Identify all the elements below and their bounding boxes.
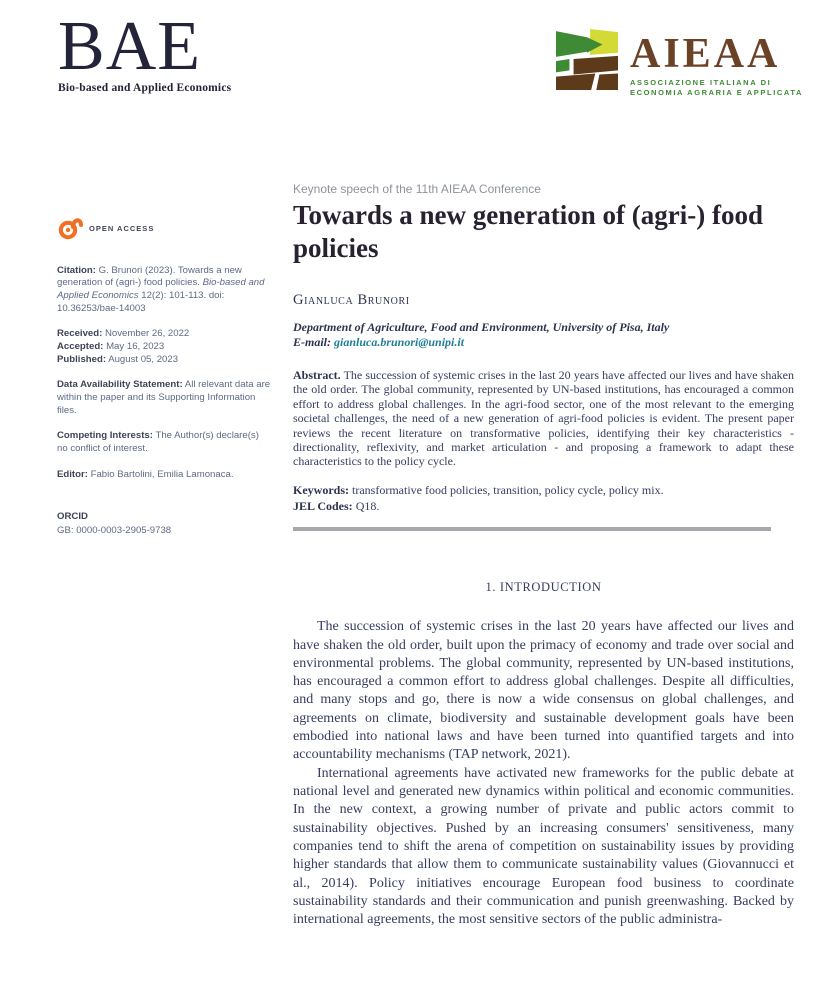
received-date: November 26, 2022 — [105, 328, 190, 340]
citation-journal: Bio-based and Applied Economics — [57, 277, 265, 301]
author-name: Gianluca Brunori — [293, 291, 410, 308]
editor-label: Editor: — [57, 468, 88, 480]
editor-block — [57, 469, 271, 482]
association-logo-text — [630, 28, 803, 97]
accepted-date: May 16, 2023 — [106, 340, 165, 352]
orcid-block — [57, 511, 271, 537]
data-availability-label: Data Availability Statement: — [57, 379, 183, 391]
received-label: Received: — [57, 328, 103, 340]
association-subtitle-line2: ECONOMIA AGRARIA E APPLICATA — [630, 87, 803, 97]
citation-block — [57, 265, 271, 316]
jel-label: JEL Codes: — [293, 498, 353, 513]
metadata-sidebar — [57, 214, 271, 538]
keywords-block — [293, 482, 794, 514]
received-row — [57, 328, 271, 341]
journal-logo — [58, 8, 232, 94]
author-email-link[interactable]: gianluca.brunori@unipi.it — [334, 335, 465, 350]
jel-row — [293, 498, 794, 514]
published-row — [57, 354, 271, 367]
intro-paragraph-1: The succession of systemic crises in the last 20 years have affected our lives and have shaken the old order, built upon the primacy of economy and trade over social and environmental problems. The global community, represented by UN-based institutions, has encouraged a common effort to address global challenges. Despite all difficulties, and many stops and go, there is now a wide consensus on global challenges, and agreements on climate, biodiversity and sustainable development goals have been embodied into national laws and have been turned into quantified targets and into accountability mechanisms (TAP network, 2021). — [293, 619, 794, 763]
journal-logo-acronym: BAE — [58, 8, 201, 85]
association-subtitle — [630, 78, 803, 98]
orcid-value: GB: 0000-0003-2905-9738 — [57, 524, 172, 536]
citation-doi: 12(2): 101-113. doi: 10.36253/bae-14003 — [57, 289, 225, 314]
published-label: Published: — [57, 353, 107, 365]
abstract-label: Abstract. — [293, 368, 341, 383]
keywords-text: transformative food policies, transition, policy cycle, policy mix. — [352, 482, 664, 497]
keywords-row — [293, 482, 794, 498]
email-label: E-mail: — [293, 335, 331, 350]
article-kicker: Keynote speech of the 11th AIEAA Conference — [293, 182, 541, 196]
author-email-line — [293, 335, 794, 351]
published-date: August 05, 2023 — [108, 353, 179, 365]
data-availability-block — [57, 379, 271, 417]
citation-text: G. Brunori (2023). Towards a new generation of (agri-) food policies. — [57, 264, 242, 289]
intro-paragraph-2: International agreements have activated new frameworks for the public debate at national level and generated new dynamics within political and economic communities. In the new context, a growing number of private and public actors commit to sustainability objectives. Pushed by an increasing consumers' sensitiveness, many companies tend to shift the arena of competition on sustainability issues by providing higher standards that allow them to communicate sustainability values (Giovannucci et al., 2014). Policy initiatives encourage European food business to coordinate sustainability standards and their communication and punish greenwashing. Backed by international agreements, the most sensitive sectors of the public administra- — [293, 765, 794, 928]
association-logo — [556, 28, 803, 97]
competing-interests-label: Competing Interests: — [57, 430, 153, 442]
keywords-label: Keywords: — [293, 482, 349, 497]
author-affiliation-block — [293, 320, 794, 351]
data-availability-text: All relevant data are within the paper and its Supporting Information files. — [57, 379, 271, 416]
open-access-icon — [57, 214, 83, 245]
section-divider — [293, 527, 771, 531]
article-main — [293, 182, 794, 930]
aieaa-fields-icon — [556, 28, 618, 95]
accepted-row — [57, 341, 271, 354]
orcid-label: ORCID — [57, 511, 88, 523]
dates-block — [57, 328, 271, 366]
jel-text: Q18. — [355, 498, 380, 513]
section-heading-introduction: 1. INTRODUCTION — [485, 580, 602, 595]
journal-logo-subtitle: Bio-based and Applied Economics — [58, 81, 232, 94]
open-access-label: OPEN ACCESS — [89, 224, 155, 234]
abstract-text: The succession of systemic crises in the last 20 years have affected our lives and have shaken the old order. The global community, represented by UN-based institutions, has encouraged a common effort to address global challenges. In the agri-food sector, one of the most relevant to the emerging societal challenges, the need of a new generation of agri-food policies is evident. The present paper reviews the recent literature on transformative policies, identifying their key characteristics - directionality, reflexivity, and market articulation - and proposing a framework to adapt these characteristics to the policy cycle. — [293, 368, 794, 469]
article-title: Towards a new generation of (agri-) food policies — [293, 200, 763, 263]
competing-interests-block — [57, 430, 271, 455]
abstract-paragraph — [293, 368, 794, 469]
author-affiliation: Department of Agriculture, Food and Environment, University of Pisa, Italy — [293, 319, 670, 334]
editor-names: Fabio Bartolini, Emilia Lamonaca. — [90, 468, 234, 480]
open-access-row — [57, 214, 271, 245]
association-acronym: AIEAA — [630, 31, 781, 77]
competing-interests-text: The Author(s) declare(s) no conflict of interest. — [57, 430, 259, 454]
association-subtitle-line1: ASSOCIAZIONE ITALIANA DI — [630, 77, 772, 87]
citation-label: Citation: — [57, 264, 96, 276]
accepted-label: Accepted: — [57, 340, 104, 352]
